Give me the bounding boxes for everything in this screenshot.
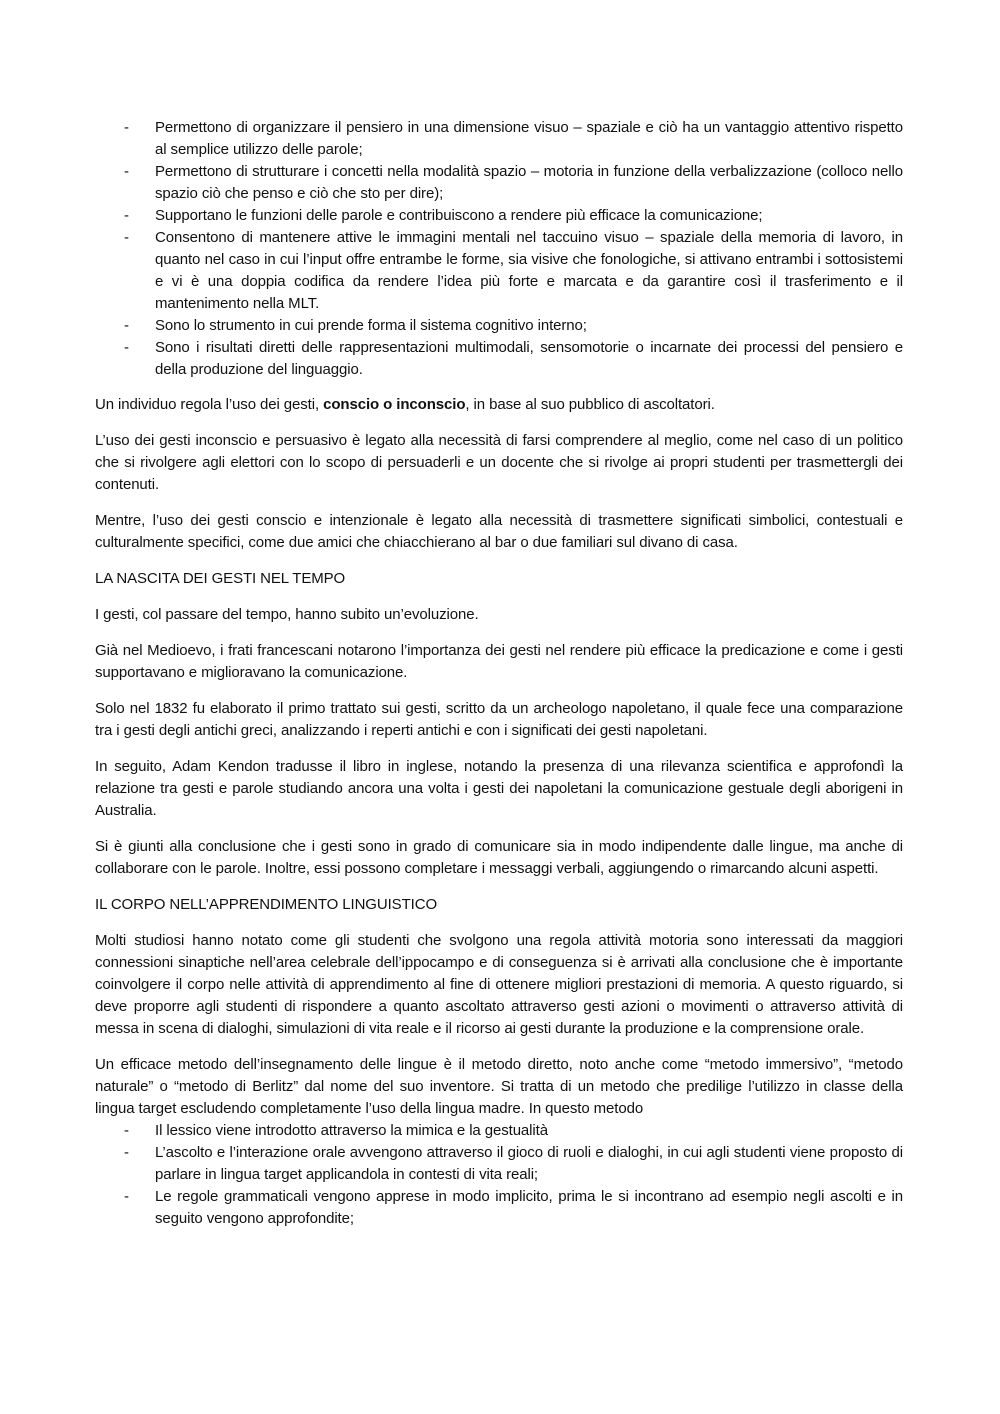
section-heading-birth-of-gestures: LA NASCITA DEI GESTI NEL TEMPO [95,570,346,587]
bold-text: conscio o inconscio [323,396,466,413]
paragraph-kendon: In seguito, Adam Kendon tradusse il libro in inglese, notando la presenza di una rilevanza scientifica e approfondì la relazione tra gesti e parole studiando ancora una volta i gesti dei napoletani la comunicazione gestuale degli aborigeni in Australia. [95,758,903,819]
list-item-text: Sono lo strumento in cui prende forma il sistema cognitivo interno; [155,317,587,334]
paragraph-1832-treatise: Solo nel 1832 fu elaborato il primo trattato sui gesti, scritto da un archeologo napoletano, il quale fece una comparazione tra i gesti degli antichi greci, analizzando i reperti antichi e con i significati dei gesti napoletani. [95,700,903,739]
list-item-text: L’ascolto e l’interazione orale avvengono attraverso il gioco di ruoli e dialoghi, in cui agli studenti viene proposto di parlare in lingua target applicandola in contesti di vita reali; [155,1144,903,1183]
dash-bullet: - [124,317,129,334]
dash-bullet: - [124,1122,129,1139]
list-item [95,1142,903,1186]
list-item [95,1186,903,1230]
gesture-functions-list [95,117,903,381]
dash-bullet: - [124,1144,129,1161]
section-heading-body-in-learning: IL CORPO NELL’APPRENDIMENTO LINGUISTICO [95,896,438,913]
list-item [95,117,903,161]
list-item-text: Il lessico viene introdotto attraverso la mimica e la gestualità [155,1122,548,1139]
list-item [95,315,903,337]
paragraph-middle-ages: Già nel Medioevo, i frati francescani notarono l’importanza dei gesti nel rendere più efficace la predicazione e come i gesti supportavano e miglioravano la comunicazione. [95,642,903,681]
paragraph-conclusion: Si è giunti alla conclusione che i gesti sono in grado di comunicare sia in modo indipendente dalle lingue, ma anche di collaborare con le parole. Inoltre, essi possono completare i messaggi verbali, aggiungendo o rimarcando alcuni aspetti. [95,838,903,877]
dash-bullet: - [124,163,129,180]
dash-bullet: - [124,1188,129,1205]
list-item [95,205,903,227]
dash-bullet: - [124,229,129,246]
paragraph-scholars: Molti studiosi hanno notato come gli studenti che svolgono una regola attività motoria sono interessati da maggiori connessioni sinaptiche nell’area celebrale dell’ippocampo e di conseguenza si è arrivati alla conclusione che è importante coinvolgere il corpo nelle attività di apprendimento al fine di ottenere migliori prestazioni di memoria. A questo riguardo, si deve proporre agli studenti di rispondere a quanto ascoltato attraverso gesti azioni o movimenti o attraverso attività di messa in scena di dialoghi, simulazioni di vita reale e il ricorso ai gesti durante la produzione e la comprensione orale. [95,932,903,1037]
paragraph-direct-method: Un efficace metodo dell’insegnamento delle lingue è il metodo diretto, noto anche come “metodo immersivo”, “metodo naturale” o “metodo di Berlitz” dal nome del suo inventore. Si tratta di un metodo che predilige l’utilizzo in classe della lingua target escludendo completamente l’uso della lingua madre. In questo metodo [95,1056,903,1117]
list-item [95,1120,903,1142]
direct-method-list [95,1120,903,1230]
dash-bullet: - [124,207,129,224]
paragraph-evolution: I gesti, col passare del tempo, hanno subito un’evoluzione. [95,606,479,623]
paragraph-unconscious-use: L’uso dei gesti inconscio e persuasivo è legato alla necessità di farsi comprendere al meglio, come nel caso di un politico che si rivolgere agli elettori con lo scopo di persuaderli e un docente che si rivolge ai propri studenti per trasmettergli dei contenuti. [95,432,903,493]
paragraph-conscious-use: Mentre, l’uso dei gesti conscio e intenzionale è legato alla necessità di trasmettere significati simbolici, contestuali e culturalmente specifici, come due amici che chiacchierano al bar o due familiari sul divano di casa. [95,512,903,551]
document-page [95,117,903,1230]
list-item-text: Supportano le funzioni delle parole e contribuiscono a rendere più efficace la comunicazione; [155,207,763,224]
list-item-text: Permettono di strutturare i concetti nella modalità spazio – motoria in funzione della verbalizzazione (colloco nello spazio ciò che penso e ciò che sto per dire); [155,163,903,202]
list-item-text: Le regole grammaticali vengono apprese in modo implicito, prima le si incontrano ad esempio negli ascolti e in seguito vengono approfondite; [155,1188,903,1227]
text-run: Un individuo regola l’uso dei gesti, [95,396,324,413]
list-item-text: Sono i risultati diretti delle rappresentazioni multimodali, sensomotorie o incarnate dei processi del pensiero e della produzione del linguaggio. [155,339,903,378]
list-item-text: Consentono di mantenere attive le immagini mentali nel taccuino visuo – spaziale della memoria di lavoro, in quanto nel caso in cui l’input offre entrambe le forme, sia visive che fonologiche, si attivano entrambi i sottosistemi e vi è una doppia codifica da rendere l’idea più forte e marcata e da garantire così il trasferimento e il mantenimento nella MLT. [155,229,903,312]
text-run: , in base al suo pubblico di ascoltatori. [465,396,715,413]
list-item [95,227,903,315]
paragraph-gesture-regulation [95,394,903,416]
dash-bullet: - [124,119,129,136]
list-item [95,337,903,381]
list-item [95,161,903,205]
list-item-text: Permettono di organizzare il pensiero in una dimensione visuo – spaziale e ciò ha un vantaggio attentivo rispetto al semplice utilizzo delle parole; [155,119,903,158]
dash-bullet: - [124,339,129,356]
